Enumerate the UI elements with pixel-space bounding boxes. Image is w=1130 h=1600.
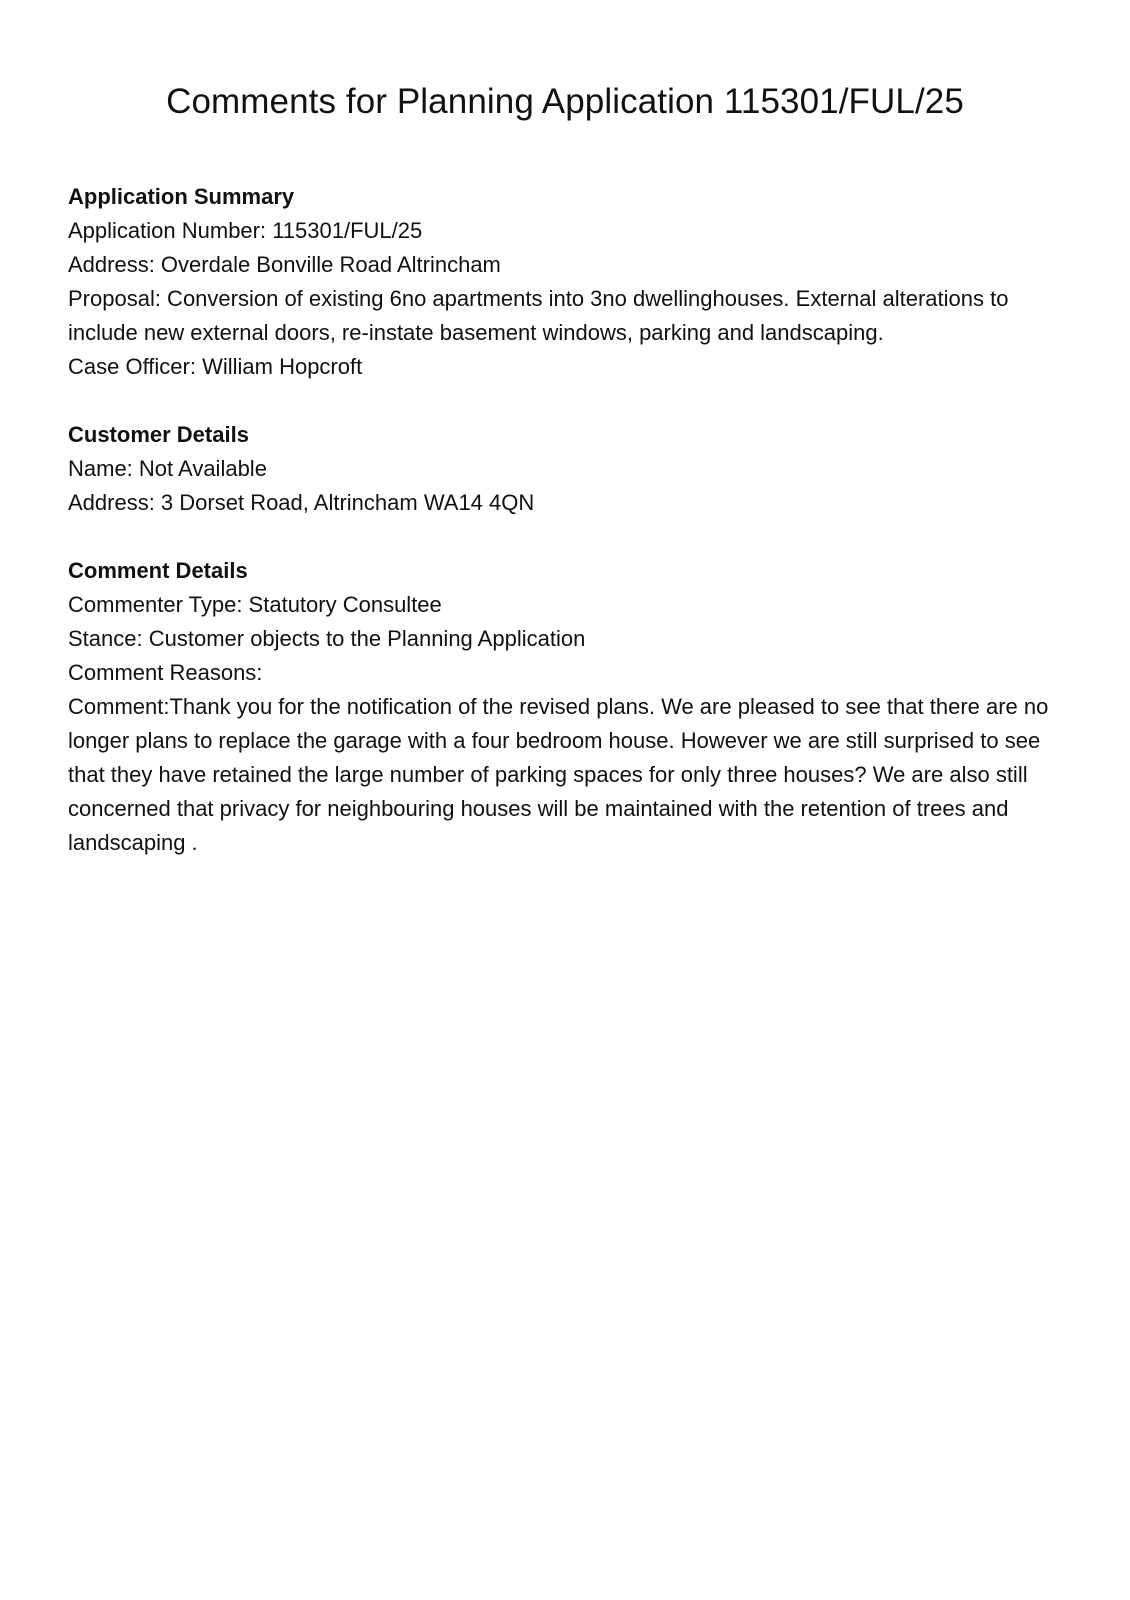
- customer-name: Name: Not Available: [68, 456, 267, 481]
- application-number: Application Number: 115301/FUL/25: [68, 218, 423, 243]
- document-body: [68, 180, 1058, 894]
- comment-reasons: Comment Reasons:: [68, 660, 263, 685]
- comment-details-section: [68, 554, 1058, 860]
- page-title: Comments for Planning Application 115301/FUL/25: [166, 82, 964, 121]
- application-summary-section: [68, 180, 1058, 384]
- application-proposal: Proposal: Conversion of existing 6no apartments into 3no dwellinghouses. External alterations to include new external doors, re-instate basement windows, parking and landscaping.: [68, 286, 1009, 345]
- application-address: Address: Overdale Bonville Road Altrincham: [68, 252, 501, 277]
- comment-details-heading: Comment Details: [68, 558, 248, 583]
- customer-details-section: [68, 418, 1058, 520]
- stance: Stance: Customer objects to the Planning Application: [68, 626, 586, 651]
- application-summary-heading: Application Summary: [68, 184, 295, 209]
- customer-address: Address: 3 Dorset Road, Altrincham WA14 4QN: [68, 490, 535, 515]
- customer-details-heading: Customer Details: [68, 422, 249, 447]
- comment-text: Comment:Thank you for the notification of the revised plans. We are pleased to see that there are no longer plans to replace the garage with a four bedroom house. However we are still surprised to see that they have retained the large number of parking spaces for only three houses? We are also still concerned that privacy for neighbouring houses will be maintained with the retention of trees and landscaping .: [68, 694, 1049, 855]
- commenter-type: Commenter Type: Statutory Consultee: [68, 592, 442, 617]
- case-officer: Case Officer: William Hopcroft: [68, 354, 363, 379]
